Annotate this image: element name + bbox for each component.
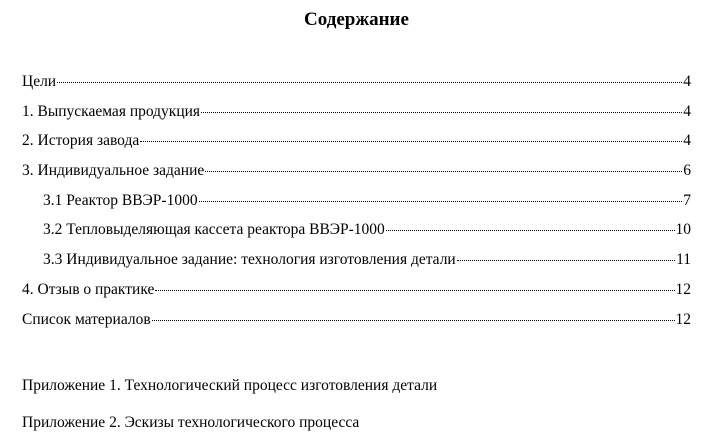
toc-page-number: 11 xyxy=(676,251,691,269)
table-of-contents xyxy=(22,72,691,339)
toc-leader-dots xyxy=(140,141,682,142)
toc-entry-label: 2. История завода xyxy=(22,132,140,150)
toc-entry-part-technology[interactable] xyxy=(22,250,691,280)
toc-leader-dots xyxy=(199,201,683,202)
toc-page-number: 7 xyxy=(683,191,691,209)
toc-leader-dots xyxy=(457,260,675,261)
toc-entry-fuel-assembly[interactable] xyxy=(22,220,691,250)
toc-entry-goals[interactable] xyxy=(22,72,691,102)
toc-entry-reactor[interactable] xyxy=(22,191,691,221)
toc-leader-dots xyxy=(155,290,674,291)
toc-leader-dots xyxy=(201,112,682,113)
toc-entry-label: Цели xyxy=(22,73,57,90)
toc-entry-label: Список материалов xyxy=(22,310,151,328)
toc-leader-dots xyxy=(205,171,682,172)
toc-page-number: 4 xyxy=(683,102,691,120)
toc-page-number: 12 xyxy=(675,310,691,328)
toc-entry-label: 3. Индивидуальное задание xyxy=(22,162,205,180)
appendix-1-line: Приложение 1. Технологический процесс изготовления детали xyxy=(22,377,438,394)
document-title: Содержание xyxy=(304,9,409,30)
toc-entry-history[interactable] xyxy=(22,131,691,161)
toc-page-number: 10 xyxy=(675,221,691,239)
toc-page-number: 6 xyxy=(683,162,691,180)
toc-leader-dots xyxy=(57,82,682,83)
toc-leader-dots xyxy=(152,320,675,321)
toc-page-number: 4 xyxy=(683,73,691,90)
toc-entry-products[interactable] xyxy=(22,102,691,132)
toc-entry-label: 4. Отзыв о практике xyxy=(22,280,155,298)
appendix-2-line: Приложение 2. Эскизы технологического процесса xyxy=(22,414,360,431)
toc-page-number: 12 xyxy=(675,280,691,298)
toc-entry-practice-review[interactable] xyxy=(22,280,691,310)
toc-entry-label: 3.1 Реактор ВВЭР-1000 xyxy=(43,191,198,209)
toc-entry-individual-task[interactable] xyxy=(22,161,691,191)
toc-entry-references[interactable] xyxy=(22,310,691,340)
toc-leader-dots xyxy=(386,230,675,231)
toc-page-number: 4 xyxy=(683,132,691,150)
toc-entry-label: 3.3 Индивидуальное задание: технология изготовления детали xyxy=(43,251,456,269)
toc-entry-label: 3.2 Тепловыделяющая кассета реактора ВВЭР-1000 xyxy=(43,221,385,239)
toc-entry-label: 1. Выпускаемая продукция xyxy=(22,102,201,120)
